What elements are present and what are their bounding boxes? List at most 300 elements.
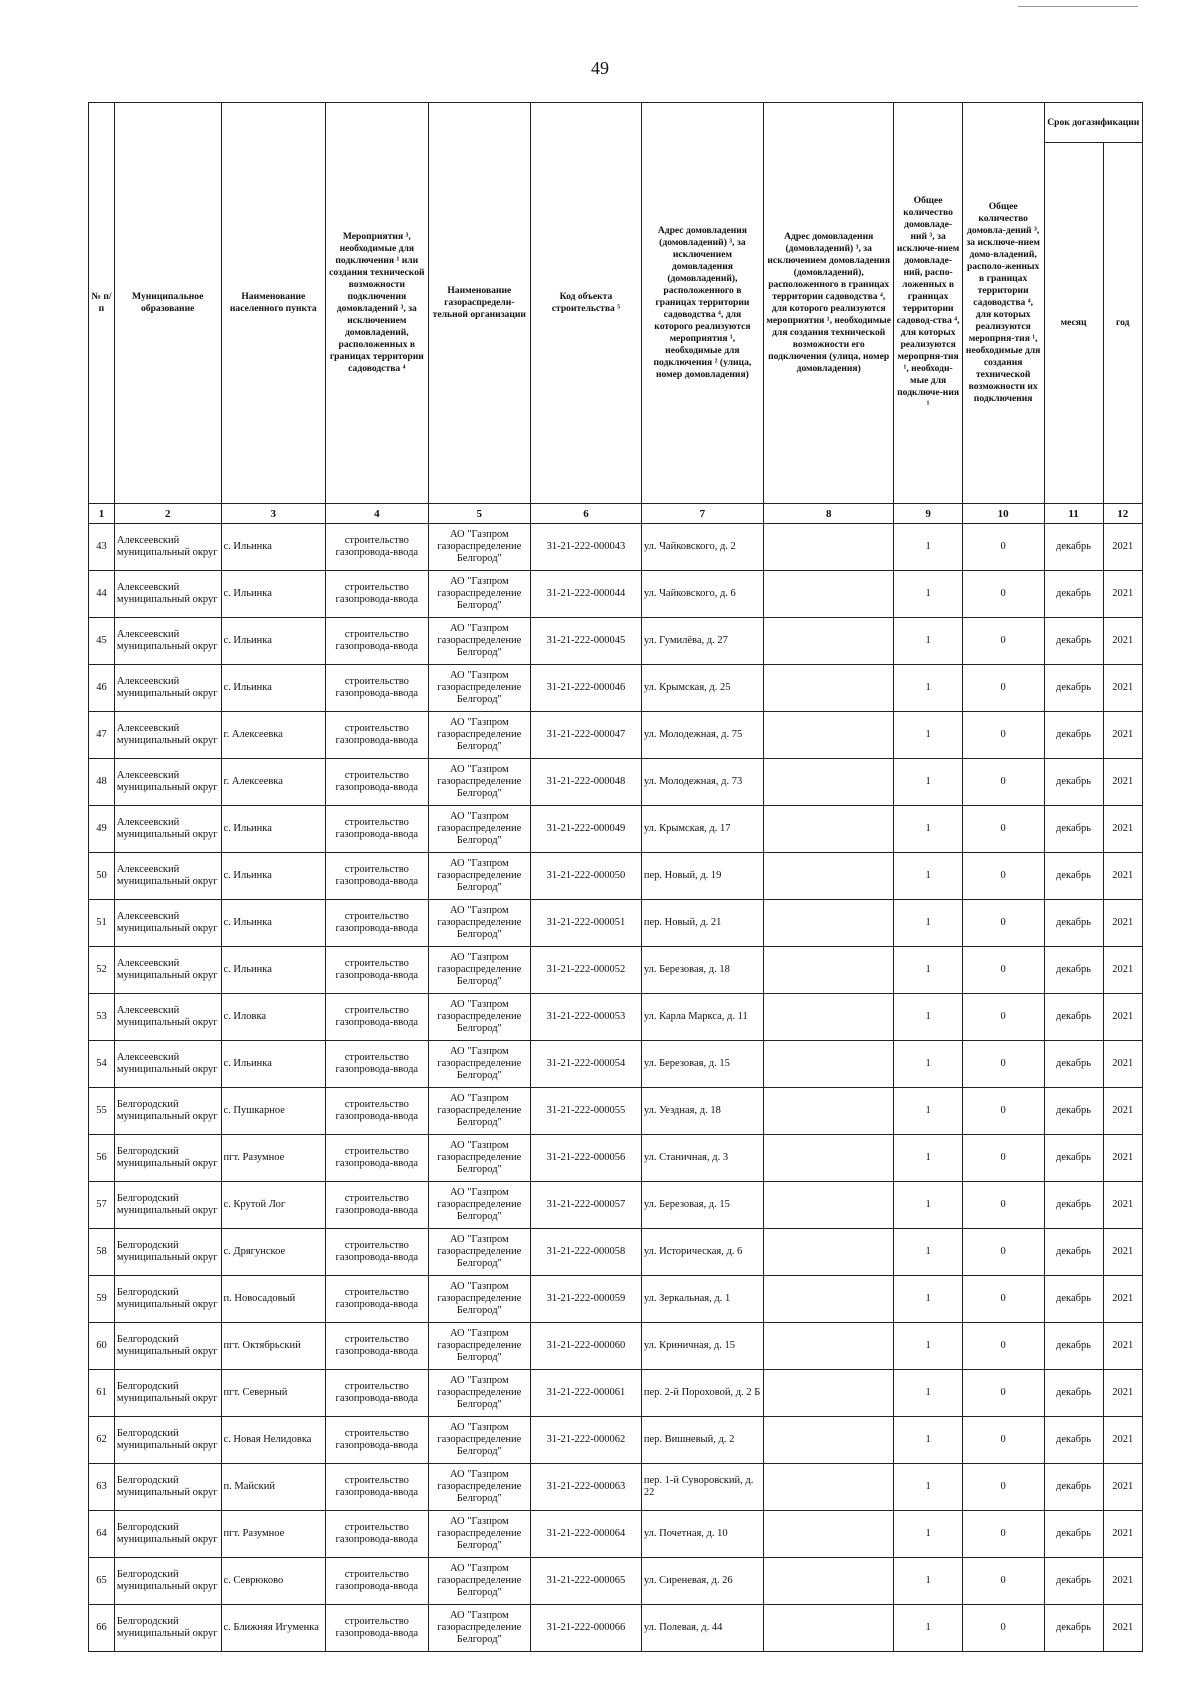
- municipality-cell: Алексеевский муниципальный округ: [114, 571, 221, 618]
- column-number: 1: [89, 504, 115, 524]
- month-cell: декабрь: [1044, 712, 1103, 759]
- settlement-cell: с. Севрюково: [221, 1558, 326, 1605]
- month-cell: декабрь: [1044, 759, 1103, 806]
- count-capability-cell: 0: [962, 994, 1044, 1041]
- year-cell: 2021: [1103, 712, 1142, 759]
- organization-cell: АО "Газпром газораспределение Белгород": [428, 1605, 530, 1652]
- settlement-cell: с. Ильинка: [221, 947, 326, 994]
- year-cell: 2021: [1103, 618, 1142, 665]
- organization-cell: АО "Газпром газораспределение Белгород": [428, 665, 530, 712]
- municipality-cell: Белгородский муниципальный округ: [114, 1276, 221, 1323]
- object-code-cell: 31-21-222-000054: [531, 1041, 642, 1088]
- count-capability-cell: 0: [962, 1088, 1044, 1135]
- month-cell: декабрь: [1044, 1135, 1103, 1182]
- row-number: 59: [89, 1276, 115, 1323]
- month-cell: декабрь: [1044, 1370, 1103, 1417]
- top-rule: [1018, 6, 1138, 7]
- month-cell: декабрь: [1044, 1182, 1103, 1229]
- municipality-cell: Белгородский муниципальный округ: [114, 1558, 221, 1605]
- month-cell: декабрь: [1044, 1511, 1103, 1558]
- address-capability-cell: [763, 1276, 893, 1323]
- column-number: 3: [221, 504, 326, 524]
- municipality-cell: Алексеевский муниципальный округ: [114, 806, 221, 853]
- address-capability-cell: [763, 1135, 893, 1182]
- municipality-cell: Алексеевский муниципальный округ: [114, 618, 221, 665]
- address-cell: пер. Новый, д. 21: [641, 900, 763, 947]
- municipality-cell: Белгородский муниципальный округ: [114, 1511, 221, 1558]
- municipality-cell: Алексеевский муниципальный округ: [114, 759, 221, 806]
- object-code-cell: 31-21-222-000046: [531, 665, 642, 712]
- organization-cell: АО "Газпром газораспределение Белгород": [428, 853, 530, 900]
- month-cell: декабрь: [1044, 665, 1103, 712]
- count-capability-cell: 0: [962, 1276, 1044, 1323]
- settlement-cell: г. Алексеевка: [221, 712, 326, 759]
- organization-cell: АО "Газпром газораспределение Белгород": [428, 1182, 530, 1229]
- table-row: [89, 1511, 1143, 1558]
- address-capability-cell: [763, 759, 893, 806]
- object-code-cell: 31-21-222-000060: [531, 1323, 642, 1370]
- organization-cell: АО "Газпром газораспределение Белгород": [428, 1323, 530, 1370]
- object-code-cell: 31-21-222-000045: [531, 618, 642, 665]
- count-connection-cell: 1: [894, 759, 962, 806]
- settlement-cell: с. Ильинка: [221, 618, 326, 665]
- month-cell: декабрь: [1044, 1464, 1103, 1511]
- count-connection-cell: 1: [894, 806, 962, 853]
- address-cell: ул. Березовая, д. 15: [641, 1182, 763, 1229]
- address-cell: ул. Станичная, д. 3: [641, 1135, 763, 1182]
- address-cell: ул. Крымская, д. 17: [641, 806, 763, 853]
- object-code-cell: 31-21-222-000048: [531, 759, 642, 806]
- municipality-cell: Белгородский муниципальный округ: [114, 1182, 221, 1229]
- organization-cell: АО "Газпром газораспределение Белгород": [428, 1417, 530, 1464]
- count-capability-cell: 0: [962, 1370, 1044, 1417]
- column-number: 2: [114, 504, 221, 524]
- page-number: 49: [591, 58, 609, 78]
- municipality-cell: Алексеевский муниципальный округ: [114, 900, 221, 947]
- object-code-cell: 31-21-222-000065: [531, 1558, 642, 1605]
- measures-cell: строительство газопровода-ввода: [326, 1135, 428, 1182]
- organization-cell: АО "Газпром газораспределение Белгород": [428, 1041, 530, 1088]
- column-number: 5: [428, 504, 530, 524]
- table-row: [89, 853, 1143, 900]
- header-count-connection: Общее количество домовладе-ний ³, за исключе-нием домовладе-ний, распо-ложенных в границах территории садовод-ства ⁴, для которых реализуются меропрня-тия ¹, необходи-мые для подключе-ния ¹: [894, 103, 962, 504]
- measures-cell: строительство газопровода-ввода: [326, 1464, 428, 1511]
- address-cell: ул. Молодежная, д. 75: [641, 712, 763, 759]
- year-cell: 2021: [1103, 947, 1142, 994]
- year-cell: 2021: [1103, 1229, 1142, 1276]
- measures-cell: строительство газопровода-ввода: [326, 806, 428, 853]
- address-cell: пер. Новый, д. 19: [641, 853, 763, 900]
- address-capability-cell: [763, 1558, 893, 1605]
- month-cell: декабрь: [1044, 1558, 1103, 1605]
- address-capability-cell: [763, 853, 893, 900]
- row-number: 51: [89, 900, 115, 947]
- address-capability-cell: [763, 571, 893, 618]
- month-cell: декабрь: [1044, 1417, 1103, 1464]
- organization-cell: АО "Газпром газораспределение Белгород": [428, 1229, 530, 1276]
- table-row: [89, 1370, 1143, 1417]
- table-row: [89, 524, 1143, 571]
- measures-cell: строительство газопровода-ввода: [326, 1041, 428, 1088]
- gasification-table: [88, 102, 1143, 1652]
- header-year: год: [1103, 143, 1142, 504]
- measures-cell: строительство газопровода-ввода: [326, 994, 428, 1041]
- object-code-cell: 31-21-222-000059: [531, 1276, 642, 1323]
- settlement-cell: с. Ильинка: [221, 665, 326, 712]
- year-cell: 2021: [1103, 994, 1142, 1041]
- count-capability-cell: 0: [962, 947, 1044, 994]
- settlement-cell: с. Ильинка: [221, 1041, 326, 1088]
- row-number: 61: [89, 1370, 115, 1417]
- table-row: [89, 1323, 1143, 1370]
- organization-cell: АО "Газпром газораспределение Белгород": [428, 618, 530, 665]
- count-capability-cell: 0: [962, 571, 1044, 618]
- settlement-cell: с. Ильинка: [221, 571, 326, 618]
- address-cell: ул. Молодежная, д. 73: [641, 759, 763, 806]
- object-code-cell: 31-21-222-000056: [531, 1135, 642, 1182]
- table-row: [89, 1605, 1143, 1652]
- measures-cell: строительство газопровода-ввода: [326, 712, 428, 759]
- address-capability-cell: [763, 900, 893, 947]
- object-code-cell: 31-21-222-000058: [531, 1229, 642, 1276]
- object-code-cell: 31-21-222-000063: [531, 1464, 642, 1511]
- address-cell: ул. Сиреневая, д. 26: [641, 1558, 763, 1605]
- count-connection-cell: 1: [894, 1605, 962, 1652]
- organization-cell: АО "Газпром газораспределение Белгород": [428, 1088, 530, 1135]
- organization-cell: АО "Газпром газораспределение Белгород": [428, 524, 530, 571]
- object-code-cell: 31-21-222-000044: [531, 571, 642, 618]
- month-cell: декабрь: [1044, 853, 1103, 900]
- settlement-cell: пгт. Разумное: [221, 1135, 326, 1182]
- header-settlement: Наименование населенного пункта: [221, 103, 326, 504]
- header-num: № п/п: [89, 103, 115, 504]
- address-capability-cell: [763, 524, 893, 571]
- municipality-cell: Белгородский муниципальный округ: [114, 1088, 221, 1135]
- organization-cell: АО "Газпром газораспределение Белгород": [428, 759, 530, 806]
- count-connection-cell: 1: [894, 524, 962, 571]
- object-code-cell: 31-21-222-000061: [531, 1370, 642, 1417]
- row-number: 64: [89, 1511, 115, 1558]
- measures-cell: строительство газопровода-ввода: [326, 1511, 428, 1558]
- table-row: [89, 759, 1143, 806]
- measures-cell: строительство газопровода-ввода: [326, 759, 428, 806]
- count-capability-cell: 0: [962, 665, 1044, 712]
- organization-cell: АО "Газпром газораспределение Белгород": [428, 712, 530, 759]
- measures-cell: строительство газопровода-ввода: [326, 1370, 428, 1417]
- year-cell: 2021: [1103, 1370, 1142, 1417]
- header-count-capability: Общее количество домовла-дений ³, за исключе-нием домо-владений, располо-женных в границах территории садоводства ⁴, для которых реализуются меропрня-тия ¹, необходимые для создания технической возможности их подключения: [962, 103, 1044, 504]
- address-cell: ул. Криничная, д. 15: [641, 1323, 763, 1370]
- column-number: 10: [962, 504, 1044, 524]
- year-cell: 2021: [1103, 1088, 1142, 1135]
- month-cell: декабрь: [1044, 900, 1103, 947]
- count-capability-cell: 0: [962, 1558, 1044, 1605]
- measures-cell: строительство газопровода-ввода: [326, 1417, 428, 1464]
- count-connection-cell: 1: [894, 853, 962, 900]
- header-deadline-group: Срок догазификации: [1044, 103, 1142, 143]
- object-code-cell: 31-21-222-000051: [531, 900, 642, 947]
- month-cell: декабрь: [1044, 994, 1103, 1041]
- settlement-cell: г. Алексеевка: [221, 759, 326, 806]
- row-number: 56: [89, 1135, 115, 1182]
- address-capability-cell: [763, 806, 893, 853]
- settlement-cell: пгт. Разумное: [221, 1511, 326, 1558]
- measures-cell: строительство газопровода-ввода: [326, 524, 428, 571]
- municipality-cell: Белгородский муниципальный округ: [114, 1605, 221, 1652]
- row-number: 47: [89, 712, 115, 759]
- municipality-cell: Белгородский муниципальный округ: [114, 1464, 221, 1511]
- year-cell: 2021: [1103, 853, 1142, 900]
- column-number: 8: [763, 504, 893, 524]
- header-measures: Мероприятия ³, необходимые для подключения ¹ или создания технической возможности подключения домовладений ³, за исключением домовладений, расположенных в границах территории садоводства ⁴: [326, 103, 428, 504]
- municipality-cell: Алексеевский муниципальный округ: [114, 947, 221, 994]
- municipality-cell: Алексеевский муниципальный округ: [114, 853, 221, 900]
- count-connection-cell: 1: [894, 618, 962, 665]
- address-cell: ул. Полевая, д. 44: [641, 1605, 763, 1652]
- month-cell: декабрь: [1044, 1323, 1103, 1370]
- table-row: [89, 947, 1143, 994]
- column-number: 11: [1044, 504, 1103, 524]
- header-object-code: Код объекта строительства ⁵: [531, 103, 642, 504]
- column-number-row: [89, 504, 1143, 524]
- row-number: 57: [89, 1182, 115, 1229]
- count-capability-cell: 0: [962, 1182, 1044, 1229]
- year-cell: 2021: [1103, 665, 1142, 712]
- header-address-connection: Адрес домовладения (домовладений) ³, за исключением домовладения (домовладений), расположенного в границах территории садоводства ⁴, для которого реализуются мероприятия ¹, необходимые для подключения ² (улица, номер домовладения): [641, 103, 763, 504]
- year-cell: 2021: [1103, 1605, 1142, 1652]
- month-cell: декабрь: [1044, 1088, 1103, 1135]
- measures-cell: строительство газопровода-ввода: [326, 571, 428, 618]
- settlement-cell: с. Новая Нелидовка: [221, 1417, 326, 1464]
- municipality-cell: Алексеевский муниципальный округ: [114, 1041, 221, 1088]
- measures-cell: строительство газопровода-ввода: [326, 853, 428, 900]
- year-cell: 2021: [1103, 1182, 1142, 1229]
- table-row: [89, 1041, 1143, 1088]
- year-cell: 2021: [1103, 1276, 1142, 1323]
- municipality-cell: Белгородский муниципальный округ: [114, 1370, 221, 1417]
- count-connection-cell: 1: [894, 1323, 962, 1370]
- count-connection-cell: 1: [894, 1417, 962, 1464]
- count-capability-cell: 0: [962, 1229, 1044, 1276]
- address-capability-cell: [763, 1370, 893, 1417]
- table-row: [89, 900, 1143, 947]
- measures-cell: строительство газопровода-ввода: [326, 1088, 428, 1135]
- count-capability-cell: 0: [962, 1323, 1044, 1370]
- row-number: 66: [89, 1605, 115, 1652]
- count-capability-cell: 0: [962, 1135, 1044, 1182]
- row-number: 55: [89, 1088, 115, 1135]
- month-cell: декабрь: [1044, 571, 1103, 618]
- column-number: 6: [531, 504, 642, 524]
- address-cell: ул. Чайковского, д. 6: [641, 571, 763, 618]
- count-connection-cell: 1: [894, 665, 962, 712]
- count-connection-cell: 1: [894, 1511, 962, 1558]
- month-cell: декабрь: [1044, 1041, 1103, 1088]
- count-connection-cell: 1: [894, 1088, 962, 1135]
- count-connection-cell: 1: [894, 1464, 962, 1511]
- table-row: [89, 1417, 1143, 1464]
- municipality-cell: Белгородский муниципальный округ: [114, 1135, 221, 1182]
- table-row: [89, 1229, 1143, 1276]
- month-cell: декабрь: [1044, 1229, 1103, 1276]
- count-connection-cell: 1: [894, 947, 962, 994]
- object-code-cell: 31-21-222-000055: [531, 1088, 642, 1135]
- year-cell: 2021: [1103, 1135, 1142, 1182]
- year-cell: 2021: [1103, 1464, 1142, 1511]
- row-number: 65: [89, 1558, 115, 1605]
- object-code-cell: 31-21-222-000053: [531, 994, 642, 1041]
- object-code-cell: 31-21-222-000066: [531, 1605, 642, 1652]
- year-cell: 2021: [1103, 1417, 1142, 1464]
- settlement-cell: с. Пушкарное: [221, 1088, 326, 1135]
- address-capability-cell: [763, 1464, 893, 1511]
- address-capability-cell: [763, 618, 893, 665]
- organization-cell: АО "Газпром газораспределение Белгород": [428, 806, 530, 853]
- address-capability-cell: [763, 1323, 893, 1370]
- measures-cell: строительство газопровода-ввода: [326, 1605, 428, 1652]
- year-cell: 2021: [1103, 806, 1142, 853]
- measures-cell: строительство газопровода-ввода: [326, 665, 428, 712]
- year-cell: 2021: [1103, 571, 1142, 618]
- municipality-cell: Белгородский муниципальный округ: [114, 1229, 221, 1276]
- count-connection-cell: 1: [894, 571, 962, 618]
- address-cell: ул. Уездная, д. 18: [641, 1088, 763, 1135]
- settlement-cell: с. Ближняя Игуменка: [221, 1605, 326, 1652]
- address-capability-cell: [763, 1511, 893, 1558]
- settlement-cell: с. Ильинка: [221, 806, 326, 853]
- year-cell: 2021: [1103, 1558, 1142, 1605]
- address-capability-cell: [763, 1041, 893, 1088]
- measures-cell: строительство газопровода-ввода: [326, 618, 428, 665]
- measures-cell: строительство газопровода-ввода: [326, 1323, 428, 1370]
- address-capability-cell: [763, 947, 893, 994]
- object-code-cell: 31-21-222-000050: [531, 853, 642, 900]
- column-number: 4: [326, 504, 428, 524]
- organization-cell: АО "Газпром газораспределение Белгород": [428, 900, 530, 947]
- row-number: 62: [89, 1417, 115, 1464]
- organization-cell: АО "Газпром газораспределение Белгород": [428, 1135, 530, 1182]
- count-connection-cell: 1: [894, 1276, 962, 1323]
- row-number: 58: [89, 1229, 115, 1276]
- organization-cell: АО "Газпром газораспределение Белгород": [428, 1370, 530, 1417]
- table-row: [89, 1135, 1143, 1182]
- count-connection-cell: 1: [894, 994, 962, 1041]
- row-number: 52: [89, 947, 115, 994]
- measures-cell: строительство газопровода-ввода: [326, 1229, 428, 1276]
- organization-cell: АО "Газпром газораспределение Белгород": [428, 1464, 530, 1511]
- municipality-cell: Алексеевский муниципальный округ: [114, 994, 221, 1041]
- address-capability-cell: [763, 1182, 893, 1229]
- address-capability-cell: [763, 1417, 893, 1464]
- table-row: [89, 665, 1143, 712]
- address-cell: ул. Карла Маркса, д. 11: [641, 994, 763, 1041]
- month-cell: декабрь: [1044, 618, 1103, 665]
- column-number: 7: [641, 504, 763, 524]
- column-number: 9: [894, 504, 962, 524]
- count-connection-cell: 1: [894, 900, 962, 947]
- organization-cell: АО "Газпром газораспределение Белгород": [428, 1276, 530, 1323]
- organization-cell: АО "Газпром газораспределение Белгород": [428, 947, 530, 994]
- municipality-cell: Белгородский муниципальный округ: [114, 1417, 221, 1464]
- address-cell: ул. Крымская, д. 25: [641, 665, 763, 712]
- municipality-cell: Алексеевский муниципальный округ: [114, 665, 221, 712]
- address-cell: ул. Гумилёва, д. 27: [641, 618, 763, 665]
- settlement-cell: пгт. Северный: [221, 1370, 326, 1417]
- table-row: [89, 1276, 1143, 1323]
- month-cell: декабрь: [1044, 524, 1103, 571]
- header-organization: Наименование газораспредели-тельной организации: [428, 103, 530, 504]
- object-code-cell: 31-21-222-000049: [531, 806, 642, 853]
- year-cell: 2021: [1103, 1041, 1142, 1088]
- measures-cell: строительство газопровода-ввода: [326, 947, 428, 994]
- count-connection-cell: 1: [894, 1229, 962, 1276]
- month-cell: декабрь: [1044, 806, 1103, 853]
- row-number: 45: [89, 618, 115, 665]
- address-capability-cell: [763, 1229, 893, 1276]
- settlement-cell: с. Крутой Лог: [221, 1182, 326, 1229]
- count-connection-cell: 1: [894, 1041, 962, 1088]
- row-number: 53: [89, 994, 115, 1041]
- count-capability-cell: 0: [962, 759, 1044, 806]
- table-row: [89, 618, 1143, 665]
- address-cell: ул. Березовая, д. 15: [641, 1041, 763, 1088]
- table-row: [89, 994, 1143, 1041]
- month-cell: декабрь: [1044, 947, 1103, 994]
- address-cell: ул. Чайковского, д. 2: [641, 524, 763, 571]
- row-number: 63: [89, 1464, 115, 1511]
- organization-cell: АО "Газпром газораспределение Белгород": [428, 1558, 530, 1605]
- row-number: 43: [89, 524, 115, 571]
- address-cell: пер. 1-й Суворовский, д. 22: [641, 1464, 763, 1511]
- year-cell: 2021: [1103, 759, 1142, 806]
- measures-cell: строительство газопровода-ввода: [326, 1182, 428, 1229]
- row-number: 48: [89, 759, 115, 806]
- measures-cell: строительство газопровода-ввода: [326, 1276, 428, 1323]
- object-code-cell: 31-21-222-000047: [531, 712, 642, 759]
- address-capability-cell: [763, 994, 893, 1041]
- table-row: [89, 1088, 1143, 1135]
- table-row: [89, 806, 1143, 853]
- header-municipality: Муниципальное образование: [114, 103, 221, 504]
- year-cell: 2021: [1103, 1323, 1142, 1370]
- table-body: [89, 524, 1143, 1652]
- table-row: [89, 1464, 1143, 1511]
- address-cell: ул. Историческая, д. 6: [641, 1229, 763, 1276]
- count-connection-cell: 1: [894, 1370, 962, 1417]
- count-capability-cell: 0: [962, 524, 1044, 571]
- address-capability-cell: [763, 665, 893, 712]
- month-cell: декабрь: [1044, 1605, 1103, 1652]
- count-capability-cell: 0: [962, 806, 1044, 853]
- count-connection-cell: 1: [894, 1182, 962, 1229]
- count-capability-cell: 0: [962, 1464, 1044, 1511]
- measures-cell: строительство газопровода-ввода: [326, 900, 428, 947]
- month-cell: декабрь: [1044, 1276, 1103, 1323]
- settlement-cell: п. Майский: [221, 1464, 326, 1511]
- settlement-cell: пгт. Октябрьский: [221, 1323, 326, 1370]
- row-number: 54: [89, 1041, 115, 1088]
- settlement-cell: с. Иловка: [221, 994, 326, 1041]
- row-number: 46: [89, 665, 115, 712]
- address-capability-cell: [763, 1605, 893, 1652]
- object-code-cell: 31-21-222-000062: [531, 1417, 642, 1464]
- year-cell: 2021: [1103, 524, 1142, 571]
- row-number: 60: [89, 1323, 115, 1370]
- table-row: [89, 712, 1143, 759]
- object-code-cell: 31-21-222-000043: [531, 524, 642, 571]
- count-capability-cell: 0: [962, 1511, 1044, 1558]
- object-code-cell: 31-21-222-000052: [531, 947, 642, 994]
